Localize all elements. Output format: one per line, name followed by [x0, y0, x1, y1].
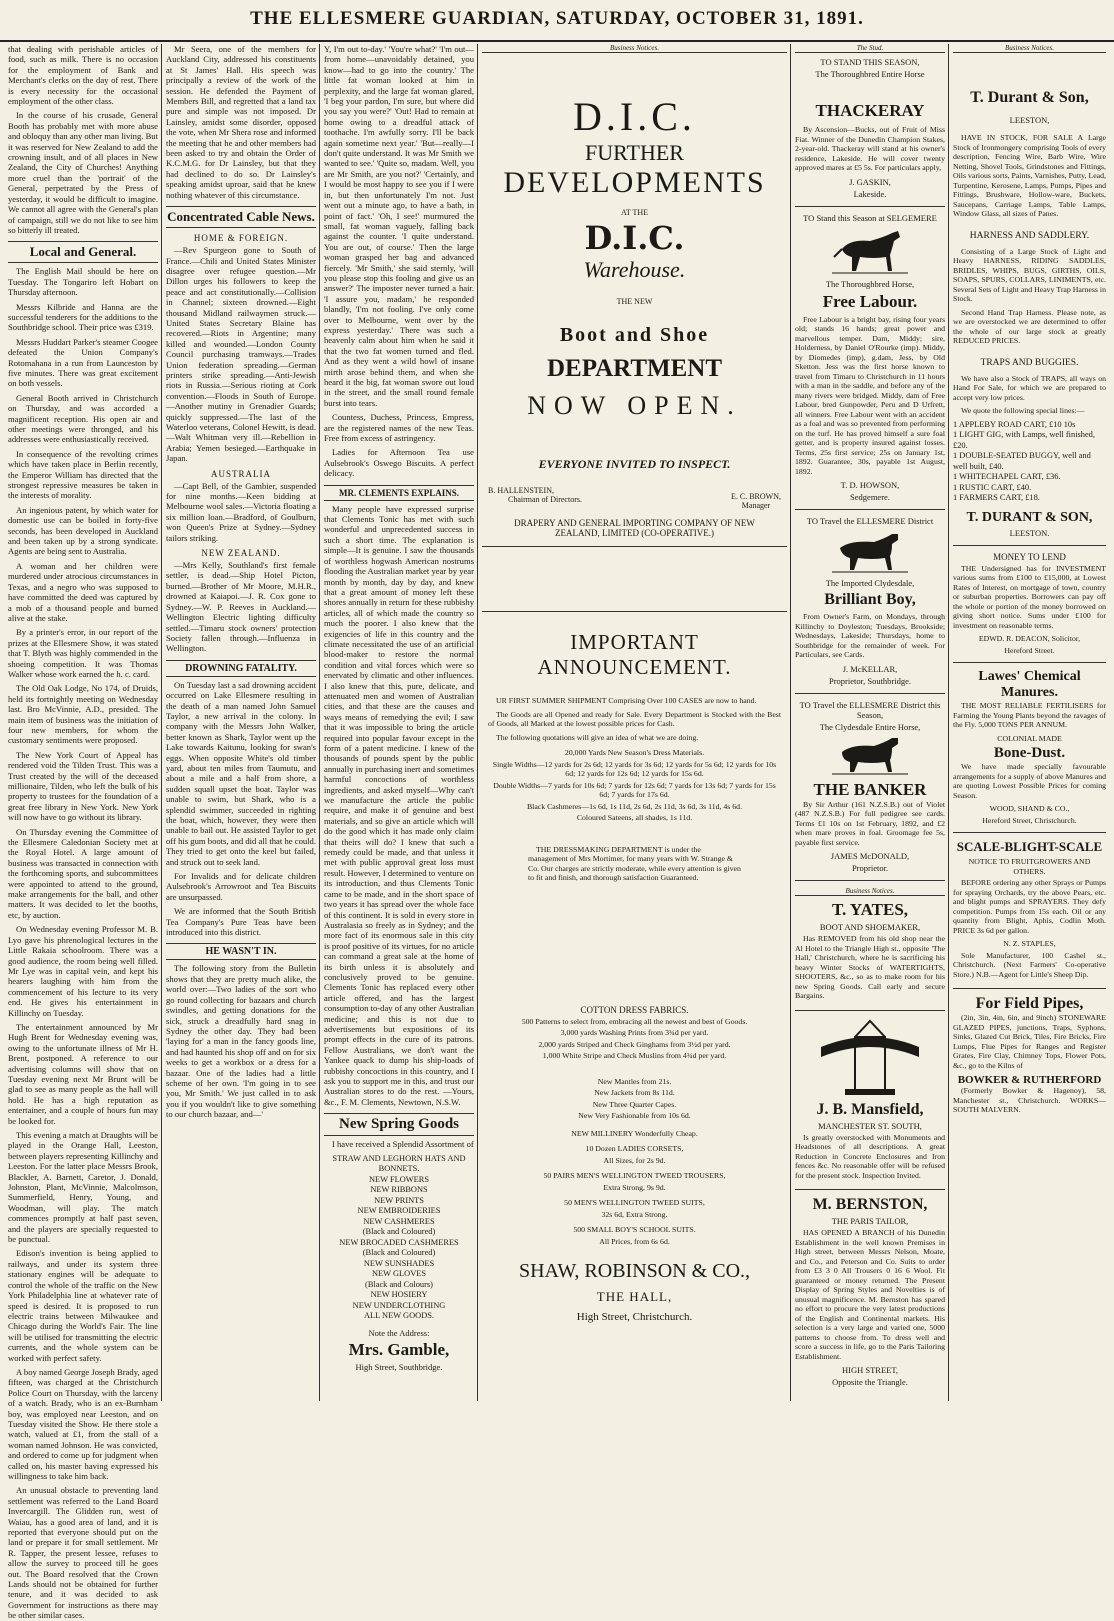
- ad-text: MANCHESTER ST. SOUTH,: [818, 1120, 922, 1131]
- list-item: (Black and Coloured): [362, 1227, 436, 1237]
- column-2: [166, 44, 316, 1401]
- address: HIGH STREET,: [841, 1365, 899, 1375]
- ad-text: The Thoroughbred Horse,: [825, 278, 915, 289]
- paragraph: I have received a Splendid Assortment of: [332, 1139, 474, 1150]
- paragraph: Edison's invention is being applied to railways, and under its system three stationary engines will be adequate to control the whole of the traffic on the New York Philadelphia line at whatever rate of speed is desired. It is proposed to run electric trains between Milwaukee and Chicago during the World's Fair. The line will be utilised for transmitting the electric currents, and the whole system can be worked with perfect safety.: [8, 1248, 158, 1363]
- ad-text: TO Stand this Season at SELGEMERE: [803, 212, 937, 223]
- address: Sedgemere.: [850, 492, 890, 502]
- ad-headline: Free Labour.: [822, 291, 918, 311]
- list-item: ALL NEW GOODS.: [363, 1311, 435, 1321]
- paragraph: Consisting of a Large Stock of Light and Heavy HARNESS, RIDING SADDLES, BRIDLES, WHIPS, BUGS, GIRTHS, OILS, SOAPS, SPURS, COLLARS, LINIMENTS, etc. Several Sets of Light and Heavy Trap Harness in Stock.: [953, 246, 1106, 303]
- paragraph: THE MOST RELIABLE FERTILISERS for Farming the Young Plants beyond the ravages of the Fly. 5,000 TONS PER ANNUM.: [953, 701, 1106, 729]
- horse-icon: [830, 227, 910, 275]
- address: Hereford Street, Christchurch.: [982, 815, 1077, 825]
- list-item: 1 WHITECHAPEL CART, £36.: [953, 472, 1061, 481]
- section-heading: DROWNING FATALITY.: [166, 660, 316, 677]
- list-item: NEW EMBROIDERIES: [357, 1206, 441, 1216]
- note: Note the Address:: [368, 1327, 430, 1338]
- column-1: [8, 44, 158, 1621]
- price-line: Double Widths—7 yards for 10s 6d; 7 yards for 12s 6d; 7 yards for 13s 6d; 7 yards for 15s 6d; 7 yards for 17s 6d.: [493, 780, 776, 799]
- ad-headline: T. DURANT & SON,: [966, 509, 1093, 525]
- price-line: All Sizes, for 2s 9d.: [603, 1155, 666, 1165]
- paragraph: The following quotations will give an idea of what we are doing.: [496, 732, 699, 742]
- list-item: 1 RUSTIC CART, £40.: [953, 482, 1032, 492]
- ad-headline: NOW OPEN.: [527, 391, 742, 420]
- paragraph: We have made specially favourable arrangements for a supply of above Manures and are quoting Lowest Possible Prices for coming Season.: [953, 762, 1106, 800]
- paragraph: Many people have expressed surprise that Clements Tonic has met with such wonderful and unprecedented success in such a short time. The explanation is simple—It is genuine. I saw the thousands of worthless hogwash American nostrums flooding the Australian market year by year month by month, day by day, and knew that a great amount of money left these shores annually in return for these rubbishy articles, all of which made the country so much the poorer. I also knew that the exigencies of life in this country and the climate necessitated the use of an artificial blood-maker to restore the normal condition and vital forces which were so enervated by climatic and other influences. I also knew that this, pure, delicate, and attenuated men and women of Australian cities, and that these are the causes and ways means of remedying the evil; I saw that it was impossible to bring the article required into popular favour except in the form of a patent medicine. I knew of the thousands of pounds spent by the public annually in purchasing inert and sometimes harmful concoctions of worthless ingredients, and asked myself—Why can't we manufacture the article the public require, and make it of genuine and best materials, and so give an article which will do the good which it has made only claim that theirs will do? I knew that such a remedy could be made, and that unless it met with public approval great loss must result. However, I determined to venture on its introduction, and thus Clements Tonic came to be made, and in the short space of two years it has spread over the whole face of this continent. It is sold in every store in Australasia so freely as in Sydney; and the more fact of its enormous sale in this city is proof positive of its virtues, for no article can command a great sale at the home of its birth unless it is absolutely and conclusively proved to be genuine. Clements Tonic has replaced every other article offered, and has the largest consumption to-day of any other Australian medicine; and this is not due to advertisements but expositions of its prompt effects in the cure of its patrons. Fellow Australians, we don't want the Yankee quack to dump his ship-loads of rubbishy concoctions in this country, and I ask you to support me in this, and trust our Australian stores to do the rest. —Yours, &c., F. M. Clements, Newtown, N.S.W.: [324, 503, 474, 1107]
- signatory-title: Manager: [741, 501, 771, 510]
- list-item: (Black and Coloured): [362, 1248, 436, 1258]
- list-item: NEW UNDERCLOTHING: [352, 1300, 446, 1310]
- ad-headline: SCALE-BLIGHT-SCALE: [956, 839, 1103, 854]
- subheading: MONEY TO LEND: [993, 551, 1066, 562]
- column-header: Business Notices.: [953, 44, 1106, 53]
- paragraph: This evening a match at Draughts will be played in the Orange Hall, Leeston, between players representing Killinchy and Leeston. For the latter place Messrs Brook, Blackler, A. Barnett, Caretor, J. Donald, Johnston, Plant, McVinnie, Malcolmson, Summerfield, Henry, Young, and Woodman, will play. The match commences promptly at half past seven, and the players are specially requested to be punctual.: [8, 1130, 158, 1245]
- paragraph: Free Labour is a bright bay, rising four years old; stands 16 hands; great power and marvellous temper. Dam, Middy; sire, Holderness, by Daniel O'Rourke (imp). Middy, by Diomedes (imp), g.dam, Jess, by Old Sketton. Jess was the first horse known to travel from Timaru to Christchurch in 11 hours with a man in the saddle, and before any of the many rivers were bridged. Middy, dam of Free Labour, bred Gunpowder, Peru and D Urfrett, all winners. Free Labour went with an accident as a foal and was so prevented from performing on the turf. He has proved himself a sure foal getter, and is property insured against losses. Terms, 25s first service; 25s on January 1st, 1892. Guarantee, 30s, payable 1st August, 1892.: [795, 314, 945, 476]
- ad-headline: FURTHER: [585, 140, 684, 165]
- price-line: 3,000 yards Washing Prints from 3¾d per yard.: [560, 1028, 709, 1037]
- bernston-advert: [795, 1196, 945, 1387]
- horse-icon: [830, 736, 910, 776]
- ad-headline: D.I.C.: [573, 94, 696, 139]
- ad-headline: J. B. Mansfield,: [816, 1100, 924, 1118]
- ad-headline: EVERYONE INVITED TO INSPECT.: [538, 457, 731, 471]
- price-line: New Mantles from 21s.: [597, 1076, 672, 1086]
- pipes-advert: [953, 995, 1106, 1115]
- paragraph: The English Mail should be here on Tuesday. The Tongariro left Hobart on Thursday afternoon.: [8, 266, 158, 298]
- list-item: NEW CASHMERES: [363, 1216, 435, 1226]
- paragraph: General Booth arrived in Christchurch on Thursday, and was accorded a magnificent reception. His open air and other meetings were thronged, and his addresses were enthusiastically received.: [8, 392, 158, 445]
- paragraph: Ladies for Afternoon Tea use Aulsebrook's Oswego Biscuits. A perfect delicacy.: [324, 447, 474, 479]
- paragraph: The entertainment announced by Mr Hugh Brent for Wednesday evening was, owing to the unfortunate illness of Mr H. Brent, postponed. A reference to our advertising columns will show that on Tuesday evening next Mr Brunt will be glad to see as many people as the hall will hold. He has a high reputation as entertainer, and a couple of hours fun may be looked for.: [8, 1021, 158, 1126]
- price-line: All Prices, from 6s 6d.: [599, 1236, 670, 1246]
- paragraph: We quote the following special lines:—: [961, 406, 1085, 415]
- ad-headline: For Field Pipes,: [975, 995, 1084, 1012]
- address: Proprietor, Southbridge.: [828, 675, 912, 686]
- paragraph: An ingenious patent, by which water for domestic use can be boiled in forty-five seconds, has been developed in Auckland and been taken up by a strong syndicate. Agents are being sent to Australia.: [8, 504, 158, 557]
- list-item: NEW RIBBONS: [370, 1185, 428, 1195]
- price-line: 50 MEN'S WELLINGTON TWEED SUITS,: [564, 1198, 705, 1207]
- ad-text: LEESTON.: [1009, 527, 1050, 538]
- subheading: NEW ZEALAND.: [201, 548, 281, 559]
- signatory: T. D. HOWSON,: [840, 480, 900, 490]
- column-5: [795, 44, 945, 1401]
- list-item: 1 APPLEBY ROAD CART, £10 10s: [953, 419, 1076, 429]
- paragraph: Mr Seera, one of the members for Auckland City, addressed his constituents at St James' Hall. His speech was principally a review of the work of the session. He defended the Payment of Members Bill, and regretted that a land tax pure and simple was not imposed. Dr Lainsley, amidst some disorder, opposed the vote, when Mr Shera rose and informed the meeting that he and other members had been asked to try and obtain the Order of K.C.M.G. for Dr Lainsley, but that they had declined to do so. Dr Lainsley's speaking amidst uproar, said that he knew nothing whatever of this circumstance.: [166, 44, 316, 200]
- paragraph: We are informed that the South British Tea Company's Pure Teas have been introduced into this district.: [166, 906, 316, 938]
- list-item: NEW GLOVES: [371, 1269, 427, 1279]
- masthead: THE ELLESMERE GUARDIAN, SATURDAY, OCTOBER 31, 1891.: [0, 0, 1114, 42]
- price-line: Extra Strong, 9s 9d.: [603, 1182, 666, 1192]
- ad-headline: Lawes' Chemical Manures.: [978, 669, 1081, 700]
- ad-headline: IMPORTANT ANNOUNCEMENT.: [537, 630, 732, 679]
- paragraph: By Sir Arthur (161 N.Z.S.B.) out of Violet (487 N.Z.S.B.) For full pedigree see cards. Terms £1 10s on 1st February, 1892, and £2 when mare proves in foal. Groomage fee 5s, payable first service.: [795, 799, 945, 847]
- signatory: J. GASKIN,: [849, 176, 891, 187]
- subheading: HOME & FOREIGN.: [193, 233, 289, 244]
- address: High Street, Southbridge.: [355, 1361, 443, 1372]
- paragraph: On Wednesday evening Professor M. B. Lyo gave his phrenological lectures in the Little Rakaia schoolroom. There was a good audience, the room being well filled. Mr Lye was in capital vein, and kept his hearers laughing with him from the commencement of his lecture to its very end. He gives his entertainment in Killinchy on Tuesday.: [8, 924, 158, 1018]
- address: Hereford Street.: [1004, 645, 1055, 655]
- column-rule: [948, 44, 949, 1401]
- column-rule: [319, 44, 320, 1401]
- signatory-title: Chairman of Directors.: [508, 495, 582, 504]
- signatory: WOOD, SHAND & CO.,: [989, 804, 1070, 813]
- paragraph: HAVE IN STOCK, FOR SALE A Large Stock of Ironmongery comprising Tools of every description, Fencing Wire, Barb Wire, Wire Netting, Shovel Tools, Grindstones and Fittings, Oils various sorts, Paints, Varnishes, Putty, Lead, Turpentine, Kerosene, Lamps, Pumps, Pipes and Fittings, Brushware, Hollow-ware, Buckets, Saucepans, Carriage Lamps, Table Lamps, Window Glass, all sizes of Panes.: [953, 133, 1106, 218]
- paragraph: —Capt Bell, of the Gambier, suspended for nine months.—Keen bidding at Melbourne wool sales.—Victoria floating a six million loan.—Bradford, of Goulburn, won Queen's Prize at Sydney.—Sydney tailors striking.: [166, 480, 316, 543]
- column-rule: [477, 44, 478, 1401]
- paragraph: In consequence of the revolting crimes which have taken place in Berlin recently, the Emperor William has directed that the strongest repressive measures be taken in the interests of morality.: [8, 448, 158, 501]
- section-heading: New Spring Goods: [324, 1113, 474, 1136]
- paragraph: Messrs Huddart Parker's steamer Coogee defeated the Union Company's Rotomahana in a run from Launceston by five minutes. There was great excitement on both vessels.: [8, 336, 158, 389]
- paragraph: that dealing with perishable articles of food, such as milk. There is no occasion for the employment of Bank and Merchant's clerks on the day of rest. There is every necessity for the occasional employment of the other class.: [8, 44, 158, 107]
- paragraph: On Tuesday last a sad drowning accident occurred on Lake Ellesmere resulting in the death of a man named John Samuel Taylor, a new arrival in the colony. In company with the Messrs John Walker, better known as Shark, Taylor went up the Lake towards Kaitunu, looking for swan's eggs. When opposite White's old timber yard, about ten miles from Taumutu, and about a mile and a half from shore, a sudden squall upset the boat. Taylor was unable to swim, but Shark, who is a splendid swimmer, succeeded in righting the boat, which, however, they were then unable to bail out. He assisted Taylor to get off his gum boots, and did all that he could. They tried to get onto the keel but failed, and struck out to seek land.: [166, 679, 316, 867]
- price-list: [953, 420, 1106, 504]
- paragraph: A boy named George Joseph Brady, aged fifteen, was charged at the Christchurch Police Court on Thursday, with the larceny of a watch. Brady, who is an ex-Burnham boy, was employed near Leeston, and on Tuesday visited the Show. He there stole a watch, valued at £1, from the stall of a woman named Johnson. He was convicted, and ordered to come up for judgment when called on, his master having expressed his willingness to take him back.: [8, 1366, 158, 1481]
- paragraph: (Formerly Bowker & Hagenoy), 58, Manchester st., Christchurch. WORKS—SOUTH MALVERN.: [953, 1086, 1106, 1114]
- ad-headline: DEPARTMENT: [546, 355, 723, 382]
- ad-text: AT THE: [620, 208, 649, 217]
- paragraph: For Invalids and for delicate children Aulsebrook's Arrowroot and Tea Biscuits are unsurpassed.: [166, 871, 316, 902]
- money-advert: [953, 552, 1106, 664]
- price-line: 32s 6d, Extra Strong.: [601, 1209, 668, 1219]
- section-heading: Local and General.: [8, 241, 158, 263]
- subheading: TRAPS AND BUGGIES.: [980, 357, 1079, 368]
- lawes-advert: [953, 669, 1106, 833]
- paragraph: —Mrs Kelly, Southland's first female settler, is dead.—Ship Hotel Picton, burned.—Brother of Mr Moore, M.H.R., drowned at Kaiapoi.—J. R. Cox gone to Sydney.—W. P. Reeves in Auckland.—Wellington Electric lighting difficulty settled.—Timaru stock owners' protection Society fallen through.—Influenza in Wellington.: [166, 560, 316, 654]
- goods-list: [324, 1154, 474, 1322]
- paragraph: HAS OPENED A BRANCH of his Dunedin Establishment in the well known Premises in High street, between Messrs Nelson, Moate, and Co., and Peterson and Co. Suits to order from £3 3 0 All Trousers 0 16 6 Wool. Fit guaranteed or money returned. The Present Display of Spring Styles and Novelties is of unusual magnificence. M. Bernston has spared no effort to procure the very latest productions of the English and Continental markets. His selection is a very large and varied one, 5000 patterns to choose from. To dress well and score a success in life, go to the Paris Tailoring Establishment.: [795, 1228, 945, 1361]
- ad-headline: Brilliant Boy,: [824, 591, 916, 608]
- ad-text: THE NEW: [616, 297, 653, 306]
- signatory: B. HALLENSTEIN,: [488, 486, 554, 495]
- price-line: 500 Patterns to select from, embracing all the newest and best of Goods.: [521, 1016, 748, 1026]
- price-line: 2,000 yards Striped and Check Ginghams from 3½d per yard.: [538, 1039, 731, 1049]
- blank-space: [488, 893, 781, 1003]
- list-item: (Black and Colours): [365, 1279, 433, 1289]
- paragraph: We have also a Stock of TRAPS, all ways on Hand For Sale, for which we are prepared to accept very low prices.: [953, 373, 1106, 402]
- section-heading: MR. CLEMENTS EXPLAINS.: [324, 485, 474, 501]
- price-line: 500 SMALL BOY'S SCHOOL SUITS.: [573, 1225, 696, 1234]
- price-line: 20,000 Yards New Season's Dress Materials.: [564, 748, 705, 757]
- paragraph: —Rev Spurgeon gone to South of France.—Chili and United States Minister disagree over refugee question.—Mr Dillon urges his followers to keep the peace and act constitutionally.—Collision in Channel; sixteen drowned.—Eight thousand Midland railwaymen struck.—United States Secretary Blaine has recovered.—Riots in Argentine; many killed and wounded.—London County Council purchasing tramways.—Trades Union federation spreading.—German printers strike spreading.—Anti-Jewish riots in Russia.—Serious rioting at Cork convention.—Floods in South of Europe.—Another mutiny in Grenadier Guards; quickly suppressed.—The last of the Waterloo veterans, Colonel Hewitt, is dead.—Walt Whitman very ill.—Rebellion in Arabia; Yemen besieged.—Earthquake in Japan.: [166, 245, 316, 464]
- list-item: NEW FLOWERS: [368, 1174, 430, 1184]
- paragraph: UR FIRST SUMMER SHIPMENT Comprising Over 100 CASES are now to hand.: [496, 696, 757, 705]
- ad-headline: SHAW, ROBINSON & CO.,: [518, 1260, 751, 1282]
- list-item: 1 FARMERS CART, £18.: [953, 493, 1040, 502]
- ad-text: TO STAND THIS SEASON,: [820, 57, 920, 67]
- company-name: DRAPERY AND GENERAL IMPORTING COMPANY OF NEW ZEALAND, LIMITED (CO-OPERATIVE.): [514, 518, 755, 538]
- paragraph: Is greatly overstocked with Monuments and Headstones of all descriptions. A great Reduction in Concrete Enclosures and Iron fences &c. No reasonable offer will be refused for the present stock. Inspection Invited.: [795, 1132, 945, 1180]
- durant-advert: [953, 89, 1106, 546]
- price-line: New Jackets from 8s 11d.: [594, 1088, 675, 1097]
- signatory: J. McKELLAR,: [842, 663, 898, 674]
- address: Lakeside.: [853, 188, 887, 199]
- column-rule: [161, 44, 162, 1401]
- paragraph: Sole Manufacturer, 100 Cashel st., Christchurch. (Next Farmers' Co-operative Store.) N.B.—Agent for Little's Sheep Dip.: [953, 950, 1106, 979]
- section-heading: Concentrated Cable News.: [166, 206, 316, 228]
- price-line: 1,000 White Stripe and Check Muslins from 4¾d per yard.: [542, 1051, 727, 1060]
- price-line: Single Widths—12 yards for 2s 6d; 12 yards for 3s 6d; 12 yards for 5s 6d; 12 yards for 10s 6d; 12 yards for 12s 6d; 12 yards for 15s 6d.: [492, 759, 777, 778]
- paragraph: By Ascension—Bucks, out of Fruit of Miss Fiat. Winner of the Dunedin Champion Stakes, 2-year-old. Thackeray will stand at his owner's residence, Lakeside. He will cover twenty approved mares at £5 5s. For particulars apply,: [795, 125, 945, 172]
- advertiser-name: Mrs. Gamble,: [348, 1339, 450, 1359]
- price-line: Coloured Sateens, all shades, 1s 11d.: [576, 813, 693, 822]
- paragraph: From Owner's Farm, on Mondays, through Killinchy to Doyleston; Tuesdays, Brookside; Wednesdays, Lakeside; Thursdays, home to Southbridge for the remainder of week. For Particulars, see Cards.: [795, 612, 945, 659]
- yates-advert: [795, 900, 945, 1011]
- brilliant-boy-advert: [795, 516, 945, 694]
- paragraph: A woman and her children were murdered under atrocious circumstances in Texas, and a negro who was supposed to have committed the deed was captured by a mob of a thousand people and burned alive at the stake.: [8, 560, 158, 623]
- signatory: JAMES McDONALD,: [830, 851, 910, 861]
- column-6: [953, 44, 1106, 1401]
- banker-advert: [795, 700, 945, 882]
- paragraph: Has REMOVED from his old shop near the Al Hotel to the Triangle High st., opposite 'The Hall,' Christchurch, where he is sacrificing his heavy Winter Stocks of WATERTIGHTS, SHOOTERS, &c., so as to make room for his new Spring Goods. Call early and secure Bargains.: [795, 934, 945, 1000]
- ad-headline: T. Durant & Son,: [970, 89, 1089, 106]
- paragraph: An unusual obstacle to preventing land settlement was referred to the Land Board Invercargill. The Glidden run, west of Waiau, has a good area of land, and it is reported that everyone should put on the land or prepare it for small settlement. Mr R. Tapper, the present lessee, refuses to allow the survey to proceed till he goes out. The Board resolved that the Crown Lands should not be obtained for further tenure, and it was decided to ask Government for instructions as there may be other similar cases.: [8, 1485, 158, 1621]
- paragraph: Countess, Duchess, Princess, Empress, are the registered names of the new Teas. Free from excess of astringency.: [324, 412, 474, 444]
- list-item: NEW PRINTS: [374, 1195, 424, 1205]
- paragraph: On Thursday evening the Committee of the Ellesmere Caledonian Society met at the Royal Hotel. A large amount of business was transacted in connection with the forthcoming sports, and subcommittees were appointed to attend to the ground, make arrangements for the ball, and other matters. It was decided to let the booths, etc, by auction.: [8, 826, 158, 920]
- paragraph: The Goods are all Opened and ready for Sale. Every Department is Stocked with the Best of Goods, all Marked at the lowest possible prices for Cash.: [488, 709, 781, 728]
- price-line: New Very Fashionable from 10s 6d.: [578, 1111, 691, 1120]
- price-line: NEW MILLINERY Wonderfully Cheap.: [571, 1128, 698, 1138]
- ad-text: THE PARIS TAILOR,: [831, 1216, 909, 1226]
- price-line: Black Cashmeres—1s 6d, 1s 11d, 2s 6d, 2s 11d, 3s 6d, 3s 11d, 4s 6d.: [526, 801, 743, 811]
- column-header: Business Notices.: [795, 887, 945, 896]
- blank-space: [482, 547, 787, 612]
- paragraph: THE Undersigned has for INVESTMENT various sums from £100 to £15,000, at Lowest Rates of Interest, on mortgage of town, country or suburban properties. Borrowers can pay off the whole or portion of the money borrowed on giving short notice. Sums under £100 for investment on reasonable terms.: [953, 563, 1106, 630]
- address: Opposite the Triangle.: [832, 1377, 908, 1387]
- column-3: [324, 44, 474, 1401]
- dic-advert: [482, 93, 787, 547]
- list-item: 1 LIGHT GIG, with Lamps, well finished, £20.: [953, 430, 1095, 450]
- ad-text: The Imported Clydesdale,: [825, 578, 915, 588]
- monument-icon: [815, 1017, 925, 1097]
- ad-headline: Warehouse.: [583, 257, 686, 282]
- thackeray-advert: [795, 57, 945, 207]
- paragraph: (2in, 3in, 4in, 6in, and 9inch) STONEWARE GLAZED PIPES, junctions, Traps, Syphons, Sinks, Glazed Cut Brick, Tiles, Fire Bricks, Fire Lumps, Flue Pipes for Ranges and Register Grates, Fire Clay, Chimney Tops, Flower Pots, &c., go to the Kilns of: [953, 1013, 1106, 1070]
- ad-headline: THE BANKER: [813, 779, 927, 799]
- list-item: 1 DOUBLE-SEATED BUGGY, well and well built, £40.: [953, 451, 1091, 471]
- paragraph: The following story from the Bulletin shows that they are pretty much alike, the world over:—Two ladies of the sort who go round collecting for bazaars and church swindles, and getting donations for the sick, struck a dreadfully hard snag in Sydney the other day. They had been 'laying for' a man in the fancy goods line, and had haunted his shop off and on for six weeks to get a workbox or a dress for a bazaar. One of the ladies had a little scheme of her own. 'I'm going in to see you, Mr Smith.' We just called in to ask you if you wouldn't like to give something to our church bazaar, and—': [166, 963, 316, 1120]
- ad-text: The Thoroughbred Entire Horse: [815, 69, 925, 79]
- price-line: 50 PAIRS MEN'S WELLINGTON TWEED TROUSERS,: [543, 1171, 726, 1180]
- signatory: E. C. BROWN,: [731, 492, 781, 501]
- ad-headline: D.I.C.: [584, 219, 685, 257]
- address: High Street, Christchurch.: [576, 1311, 693, 1323]
- list-item: NEW HOSIERY: [370, 1290, 428, 1300]
- scale-advert: [953, 839, 1106, 989]
- subheading: COTTON DRESS FABRICS.: [580, 1004, 689, 1015]
- ad-text: LEESTON,: [1009, 115, 1050, 125]
- ad-text: NOTICE TO FRUITGROWERS AND OTHERS.: [968, 857, 1091, 876]
- paragraph: In the course of his crusade, General Booth has probably met with more abuse and obloquy than any other man living. But it was reserved for New Zealand to add the crowning insult, and of all places in New Zealand, the City of Churches! Anything more cruel than the 'portrait' of the General, perpetrated by the Press of yesterday, it would be difficult to imagine. We cannot all agree with the General's plan of campaign, still we do not like to see him so bitterly ill treated.: [8, 110, 158, 235]
- ad-headline: BOWKER & RUTHERFORD: [957, 1074, 1102, 1086]
- address: Proprietor.: [851, 863, 889, 873]
- paragraph: Messrs Kilbride and Hanna are the successful tenderers for the additions to the Southbridge school. Their price was £319.: [8, 301, 158, 333]
- paragraph: The New York Court of Appeal has rendered void the Tilden Trust. This was a Trust created by the will of the deceased millionaire, Tilden, who left the bulk of his property to trustees for the foundation of a great free library in New York. New York will now have to go without its library.: [8, 749, 158, 823]
- list-item: STRAW AND LEGHORN HATS AND BONNETS.: [332, 1153, 466, 1174]
- subheading: AUSTRALIA: [211, 468, 271, 479]
- ad-headline: THE HALL,: [596, 1289, 673, 1304]
- column-header: The Stud.: [795, 44, 945, 53]
- ad-headline: DEVELOPMENTS: [503, 166, 766, 199]
- signatory: N. Z. STAPLES,: [1003, 939, 1056, 948]
- price-line: New Three Quarter Capes.: [592, 1099, 677, 1109]
- price-line: 10 Dozen LADIES CORSETS,: [585, 1144, 684, 1153]
- ad-headline: Boot and Shoe: [559, 324, 710, 346]
- ad-text: TO Travel the ELLESMERE District: [806, 516, 934, 526]
- paragraph: By a printer's error, in our report of the prizes at the Ellesmere Show, it was stated that T. Blyth was highly commended in the shoeing competition. It was Thomas Walker whose work earned the h. c. card.: [8, 627, 158, 679]
- paragraph: Y, I'm out to-day.' 'You're what?' 'I'm out—from home—unavoidably detained, you know—had to go into the country.' The little fat woman looked at him in perplexity, and the large fat woman glared, 'I beg your pardon, I'm sure, but where did you say you were?' 'Out! Had to remain at home owing to a dreadful attack of toothache. I'm awfully sorry. I'll be back again sometime next year.' 'But—really—I don't quite understand. It was Mr Smith we wanted to see.' 'Quite so, madam. Well, you are Mr Smith, are you not?' 'Certainly, and I would be most happy to see you if I were in, but then unfortunately I'm not. Just went out a minute ago, to have a bath, in point of fact.' 'Oh, I see!' murmured the small, fat woman vaguely, falling back against the counter. 'I quite understand. You are out, of course.' Then the large woman grasped her bag and advanced fiercely. 'Mr Smith,' she said sternly, 'will you please stop this fooling and give us an answer?' The imposter never turned a hair. 'I assure you, madam,' he responded blandly, 'I'm not fooling. I've only come over to Melbourne, went over by the express yesterday.' There was such a heavenly calm about him when he said it that the two fat women turned and fled. And as they went a wild howl of insane mirth arose behind them, and when she heard it the big, fat woman swore out loud in the street, and the small round female burst into tears.: [324, 44, 474, 408]
- list-item: NEW BROCADED CASHMERES: [339, 1237, 459, 1247]
- list-item: NEW SUNSHADES: [363, 1258, 435, 1268]
- ad-headline: M. BERNSTON,: [812, 1196, 928, 1213]
- ad-text: TO Travel the ELLESMERE District this Season,: [799, 699, 941, 720]
- paragraph: The Old Oak Lodge, No 174, of Druids, held its fortnightly meeting on Wednesday last. Bro McVinnie, A.D., presided. The main item of business was the initiation of four new members, for whom the customary sentiments were proposed.: [8, 683, 158, 746]
- shaw-advert: [482, 630, 787, 1323]
- horse-icon: [830, 530, 910, 574]
- ad-text: The Clydesdale Entire Horse,: [819, 721, 921, 732]
- section-heading: HE WASN'T IN.: [166, 943, 316, 960]
- free-labour-advert: [795, 213, 945, 511]
- ad-headline: Bone-Dust.: [993, 745, 1066, 761]
- subheading: HARNESS AND SADDLERY.: [969, 230, 1090, 241]
- paragraph: THE DRESSMAKING DEPARTMENT is under the management of Mrs Mortimer, for many years with W. Strange & Co. Our charges are strictly moderate, while every attention is given to fit and finish, and thorough satisfaction Guaranteed.: [528, 844, 741, 882]
- ad-headline: THACKERAY: [815, 101, 925, 120]
- signatory: EDWD. R. DEACON, Solicitor,: [978, 634, 1081, 643]
- paragraph: BEFORE ordering any other Sprays or Pumps for spraying Orchards, try the above Pears, etc. and blight pumps and SPRAYERS. They defy competition. Pumps from 15s each. Oil or any quantity from Blight, Aphis, Codlin Moth. PRICE 3s 6d per gallon.: [953, 878, 1106, 935]
- mansfield-advert: [795, 1017, 945, 1191]
- ad-text: BOOT AND SHOEMAKER,: [819, 922, 921, 932]
- column-rule: [790, 44, 791, 1401]
- column-4: [482, 44, 787, 1401]
- paragraph: Second Hand Trap Harness. Please note, as we are overstocked we are determined to offer the whole of our large stock at greatly REDUCED PRICES.: [953, 307, 1106, 345]
- column-header: Business Notices.: [482, 44, 787, 53]
- ad-text: COLONIAL MADE: [997, 733, 1062, 743]
- ad-headline: T. YATES,: [831, 900, 909, 919]
